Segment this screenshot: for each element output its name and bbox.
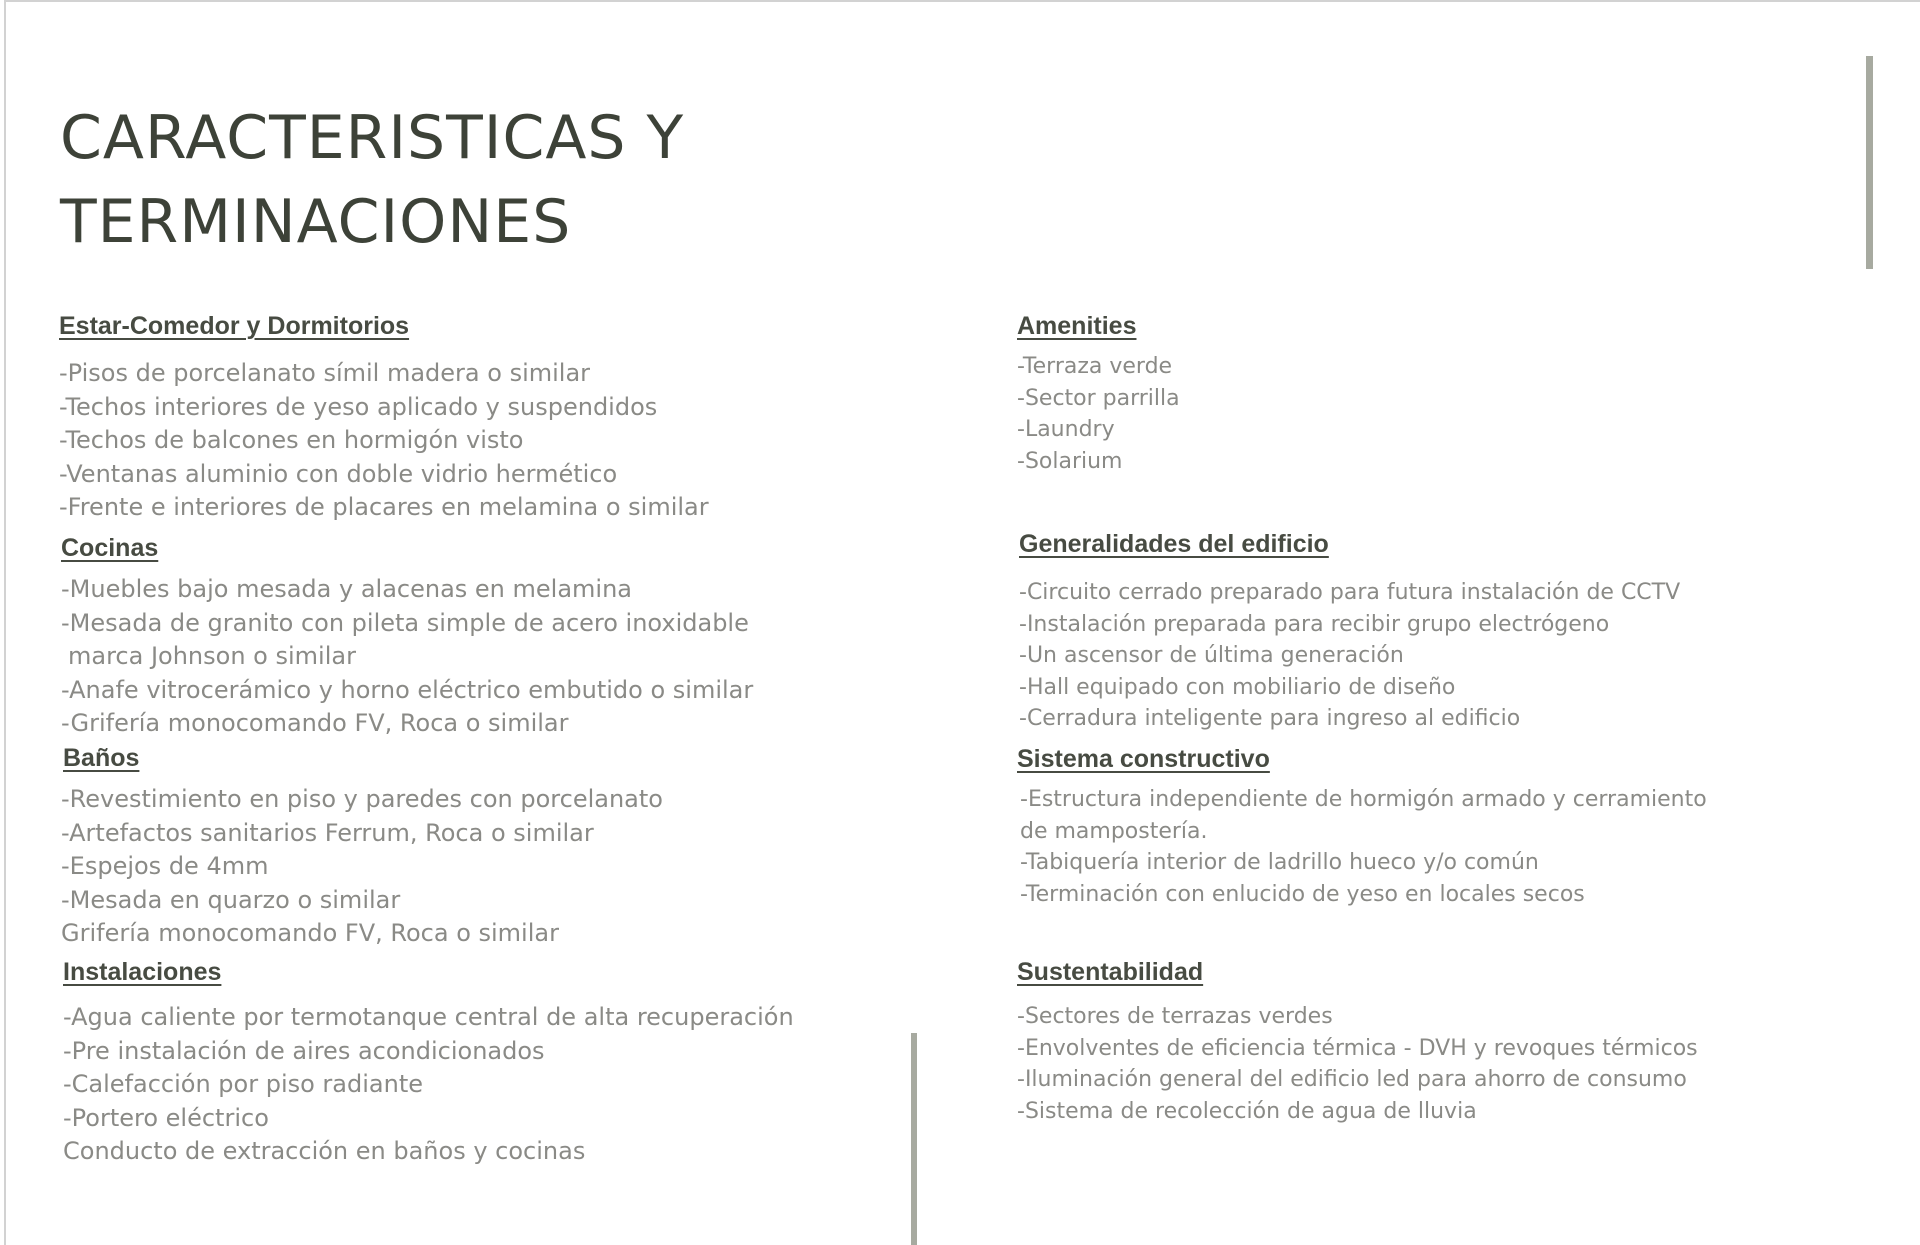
list-instalaciones	[63, 1001, 794, 1169]
list-item: -Techos de balcones en hormigón visto	[59, 426, 524, 454]
list-item: -Ventanas aluminio con doble vidrio hermético	[59, 459, 618, 488]
list-item: Grifería monocomando FV, Roca o similar	[61, 919, 559, 947]
section-sistema-constructivo	[1017, 744, 1707, 910]
list-item: -Iluminación general del edificio led para ahorro de consumo	[1017, 1067, 1687, 1092]
list-sustentabilidad	[1017, 1001, 1698, 1127]
list-item: -Artefactos sanitarios Ferrum, Roca o similar	[61, 818, 594, 847]
section-heading-amenities: Amenities	[1017, 312, 1137, 340]
section-cocinas	[61, 533, 753, 741]
section-heading-sistema: Sistema constructivo	[1017, 745, 1270, 773]
list-item: -Sector parrilla	[1017, 385, 1180, 411]
list-item: -Agua caliente por termotanque central de alta recuperación	[63, 1003, 794, 1031]
list-item: -Muebles bajo mesada y alacenas en melamina	[61, 575, 633, 603]
list-item: -Espejos de 4mm	[61, 852, 269, 880]
section-heading-banos: Baños	[63, 744, 140, 772]
list-item: -Instalación preparada para recibir grupo electrógeno	[1019, 611, 1610, 637]
section-instalaciones	[63, 957, 794, 1169]
list-cocinas	[61, 573, 753, 741]
list-item: -Techos interiores de yeso aplicado y suspendidos	[59, 392, 658, 421]
list-item: -Anafe vitrocerámico y horno eléctrico embutido o similar	[61, 675, 754, 704]
list-item: -Laundry	[1017, 417, 1115, 442]
decorative-bar-bottom	[911, 1033, 917, 1245]
section-sustentabilidad	[1017, 957, 1698, 1127]
list-item: -Frente e interiores de placares en melamina o similar	[59, 493, 709, 521]
list-item: -Calefacción por piso radiante	[63, 1070, 423, 1098]
list-estar	[59, 357, 709, 525]
section-heading-estar: Estar-Comedor y Dormitorios	[59, 312, 410, 340]
section-generalidades	[1019, 529, 1680, 735]
list-item: -Terraza verde	[1017, 354, 1173, 379]
list-item: Conducto de extracción en baños y cocinas	[63, 1137, 586, 1165]
list-item: -Hall equipado con mobiliario de diseño	[1019, 674, 1456, 700]
title-line-2: TERMINACIONES	[60, 187, 572, 257]
list-item: -Circuito cerrado preparado para futura instalación de CCTV	[1019, 580, 1681, 605]
list-item: -Un ascensor de última generación	[1019, 643, 1404, 668]
section-estar-comedor	[59, 311, 709, 525]
section-banos	[63, 743, 663, 951]
section-heading-instalaciones: Instalaciones	[63, 958, 222, 986]
list-item: -Solarium	[1017, 448, 1123, 474]
list-item: -Grifería monocomando FV, Roca o similar	[61, 709, 569, 737]
list-banos	[63, 783, 663, 951]
section-amenities	[1017, 311, 1180, 477]
list-item: -Mesada de granito con pileta simple de acero inoxidable	[61, 608, 749, 637]
list-item: -Tabiquería interior de ladrillo hueco y/o común	[1020, 850, 1539, 875]
list-generalidades	[1019, 577, 1680, 735]
list-item: -Revestimiento en piso y paredes con porcelanato	[61, 785, 663, 813]
section-heading-sustentabilidad: Sustentabilidad	[1017, 958, 1204, 986]
decorative-bar-top	[1866, 56, 1873, 269]
list-amenities	[1017, 351, 1180, 477]
list-item: -Pre instalación de aires acondicionados	[63, 1036, 545, 1065]
list-item: de mampostería.	[1020, 818, 1208, 844]
list-item: -Envolventes de eficiencia térmica - DVH y revoques térmicos	[1017, 1035, 1698, 1061]
section-heading-cocinas: Cocinas	[61, 534, 159, 562]
list-sistema	[1020, 784, 1707, 910]
list-item: -Terminación con enlucido de yeso en locales secos	[1020, 881, 1585, 907]
section-heading-generalidades: Generalidades del edificio	[1019, 530, 1329, 558]
list-item: -Pisos de porcelanato símil madera o similar	[59, 359, 591, 387]
page-title	[60, 96, 684, 264]
title-line-1: CARACTERISTICAS Y	[60, 103, 685, 173]
list-item: -Estructura independiente de hormigón armado y cerramiento	[1020, 787, 1707, 812]
list-item: -Portero eléctrico	[63, 1103, 269, 1132]
list-item: -Sectores de terrazas verdes	[1017, 1004, 1333, 1029]
list-item: -Cerradura inteligente para ingreso al edificio	[1019, 706, 1521, 731]
list-item: marca Johnson o similar	[68, 642, 356, 670]
list-item: -Mesada en quarzo o similar	[61, 885, 401, 914]
list-item: -Sistema de recolección de agua de lluvia	[1017, 1098, 1477, 1124]
